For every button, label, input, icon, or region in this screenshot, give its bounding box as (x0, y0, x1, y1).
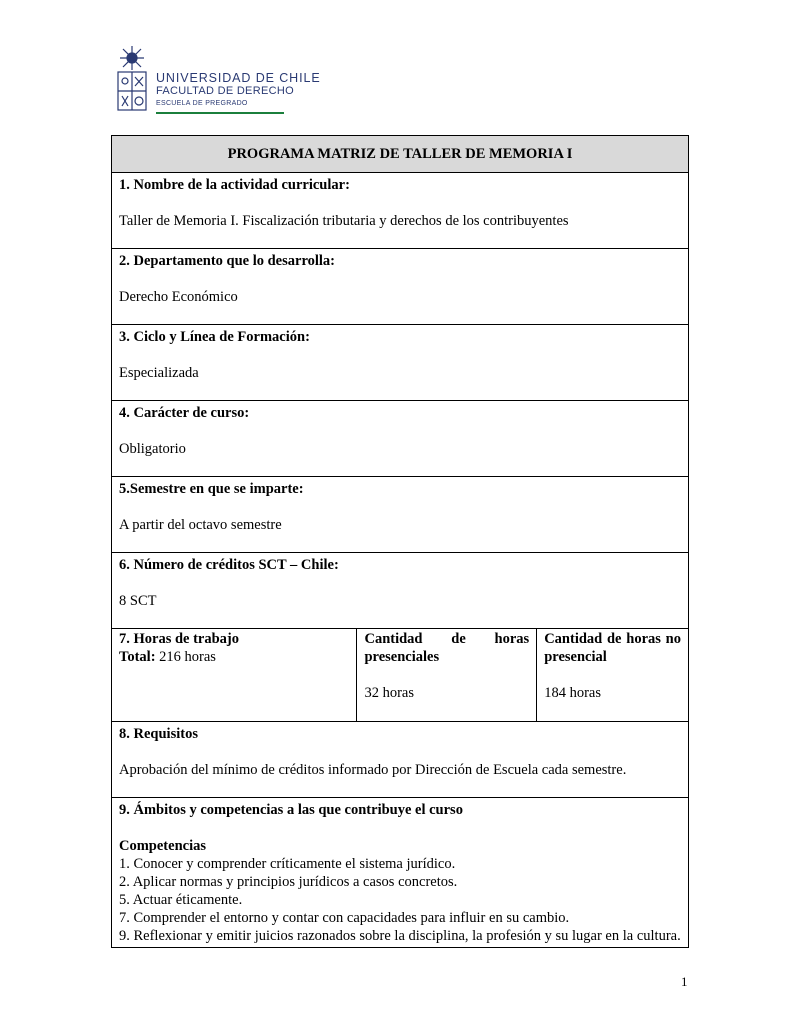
program-title: PROGRAMA MATRIZ DE TALLER DE MEMORIA I (112, 136, 689, 173)
program-matrix-table (111, 135, 689, 948)
section-heading: 6. Número de créditos SCT – Chile: (119, 557, 339, 573)
competencias-heading: Competencias (119, 838, 206, 854)
section-caracter (112, 401, 689, 477)
no-presencial-value: 184 horas (544, 685, 601, 701)
hours-total-value: 216 horas (159, 649, 216, 665)
section-ambitos (112, 798, 689, 948)
section-heading: 8. Requisitos (119, 726, 198, 742)
page-number: 1 (681, 974, 688, 989)
section-value: Especializada (119, 365, 199, 381)
hours-total-label: Total: (119, 649, 156, 665)
section-heading: 4. Carácter de curso: (119, 405, 250, 421)
faculty-name: FACULTAD DE DERECHO (156, 85, 294, 97)
hours-total-cell (112, 629, 357, 722)
section-value: Aprobación del mínimo de créditos informado por Dirección de Escuela cada semestre. (119, 762, 627, 778)
hours-total (119, 649, 216, 665)
section-heading: 5.Semestre en que se imparte: (119, 481, 304, 497)
no-presencial-heading: Cantidad de horas no presencial (544, 631, 681, 665)
section-semestre (112, 477, 689, 553)
list-item: 2. Aplicar normas y principios jurídicos a casos concretos. (119, 874, 458, 890)
hours-heading: 7. Horas de trabajo (119, 631, 240, 647)
section-heading: 9. Ámbitos y competencias a las que contribuye el curso (119, 802, 463, 818)
hours-no-presencial-cell (537, 629, 689, 722)
university-crest-icon (112, 44, 152, 116)
section-heading: 3. Ciclo y Línea de Formación: (119, 329, 310, 345)
presencial-heading: Cantidad de horas presenciales (364, 631, 530, 665)
section-heading: 1. Nombre de la actividad curricular: (119, 177, 350, 193)
hours-presencial-cell (357, 629, 537, 722)
section-value: A partir del octavo semestre (119, 517, 282, 533)
competencias-list (119, 855, 681, 945)
list-item: 9. Reflexionar y emitir juicios razonados sobre la disciplina, la profesión y su lugar en la cultura. (119, 928, 681, 944)
university-logo (112, 44, 321, 120)
list-item: 7. Comprender el entorno y contar con capacidades para influir en su cambio. (119, 910, 570, 926)
university-name: UNIVERSIDAD DE CHILE (156, 71, 321, 85)
section-creditos (112, 553, 689, 629)
section-ciclo (112, 325, 689, 401)
section-value: Taller de Memoria I. Fiscalización tributaria y derechos de los contribuyentes (119, 213, 569, 229)
section-nombre (112, 173, 689, 249)
section-requisitos (112, 722, 689, 798)
presencial-value: 32 horas (364, 685, 415, 701)
list-item: 5. Actuar éticamente. (119, 892, 243, 908)
section-value: Obligatorio (119, 441, 186, 457)
section-heading: 2. Departamento que lo desarrolla: (119, 253, 335, 269)
section-departamento (112, 249, 689, 325)
section-value: 8 SCT (119, 593, 157, 609)
list-item: 1. Conocer y comprender críticamente el sistema jurídico. (119, 856, 456, 872)
section-value: Derecho Económico (119, 289, 238, 305)
logo-underline (156, 112, 284, 114)
school-name: ESCUELA DE PREGRADO (156, 100, 248, 107)
